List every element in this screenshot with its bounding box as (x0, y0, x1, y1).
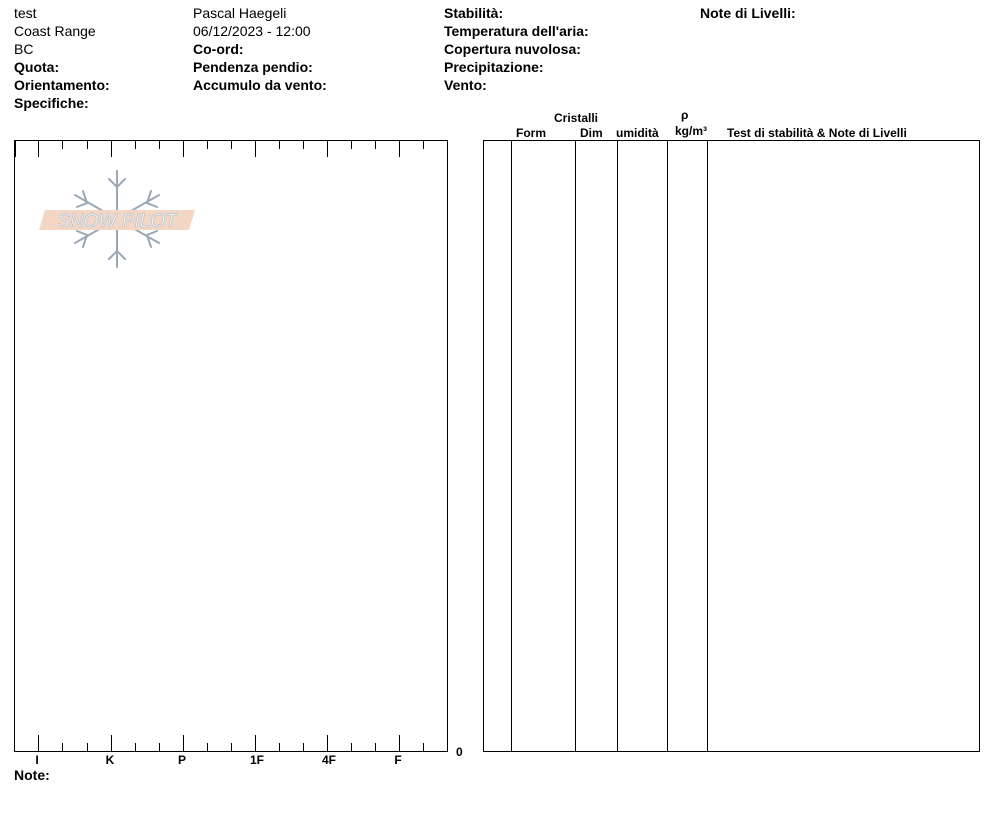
precipitazione-label: Precipitazione: (444, 59, 544, 75)
quota-label: Quota: (14, 59, 60, 75)
hardness-label-1f: 1F (249, 753, 265, 767)
column-divider (511, 141, 512, 751)
density-unit-header: kg/m³ (675, 124, 708, 138)
hardness-label-p: P (177, 753, 187, 767)
logo-text: SNOW PILOT (57, 211, 177, 232)
depth-zero-label: 0 (456, 745, 463, 759)
specifiche-label: Specifiche: (14, 95, 89, 111)
layer-table (483, 140, 980, 752)
site-name: test (14, 5, 37, 21)
note-livelli-label: Note di Livelli: (700, 5, 796, 21)
rho-header: ρ (681, 108, 689, 122)
column-divider (575, 141, 576, 751)
note-label: Note: (14, 767, 50, 783)
accumulo-label: Accumulo da vento: (193, 77, 327, 93)
pendenza-label: Pendenza pendio: (193, 59, 313, 75)
column-divider (667, 141, 668, 751)
observation-datetime: 06/12/2023 - 12:00 (193, 23, 311, 39)
dim-header: Dim (580, 126, 603, 140)
coord-label: Co-ord: (193, 41, 244, 57)
column-divider (617, 141, 618, 751)
vento-label: Vento: (444, 77, 487, 93)
test-stabilita-header: Test di stabilità & Note di Livelli (727, 126, 907, 140)
range-name: Coast Range (14, 23, 96, 39)
cristalli-header: Cristalli (554, 111, 599, 125)
observer-name: Pascal Haegeli (193, 5, 287, 21)
orientamento-label: Orientamento: (14, 77, 110, 93)
region-name: BC (14, 41, 34, 57)
hardness-label-k: K (105, 753, 115, 767)
form-header: Form (516, 126, 546, 140)
hardness-label-4f: 4F (321, 753, 337, 767)
temperatura-label: Temperatura dell'aria: (444, 23, 589, 39)
hardness-profile-area (14, 140, 448, 752)
snowpilot-logo (37, 169, 197, 269)
copertura-label: Copertura nuvolosa: (444, 41, 581, 57)
hardness-label-f: F (394, 753, 402, 767)
umidita-header: umidità (616, 126, 659, 140)
hardness-label-i: I (35, 753, 39, 767)
stabilita-label: Stabilità: (444, 5, 504, 21)
column-divider (707, 141, 708, 751)
